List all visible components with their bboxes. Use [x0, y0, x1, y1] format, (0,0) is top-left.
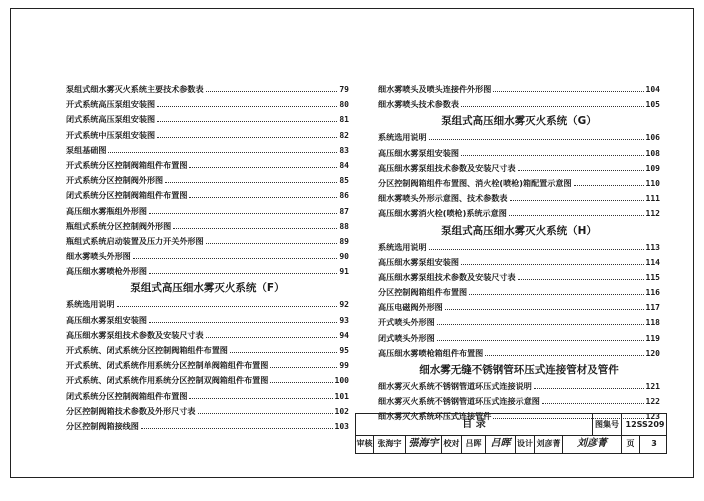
dot-leader — [173, 219, 337, 229]
reviewer-label: 审核 — [356, 435, 374, 453]
checker-name: 吕晖 — [462, 435, 486, 453]
toc-entry-title: 细水雾灭火系统不锈钢管道环压式连接说明 — [378, 381, 532, 391]
toc-entry-title: 高压细水雾消火栓(喷枪)系统示意图 — [378, 208, 507, 219]
toc-entry-title: 闭式系统分区控制阀箱组件布置图 — [66, 390, 188, 401]
dot-leader — [189, 188, 337, 198]
toc-entry-title: 分区控制阀箱组件布置图、消火栓(喷枪)箱配置示意图 — [378, 177, 572, 188]
toc-entry-title: 开式系统高压泵组安装图 — [66, 99, 156, 110]
dot-leader — [108, 143, 337, 153]
dot-leader — [141, 419, 333, 429]
toc-entry-page: 110 — [645, 178, 660, 188]
page-label: 页 — [622, 435, 640, 453]
toc-entry-title: 闭式系统高压泵组安装图 — [66, 114, 156, 125]
dot-leader — [542, 394, 644, 404]
toc-entry[interactable] — [66, 82, 349, 97]
toc-entry[interactable] — [378, 191, 660, 206]
dot-leader — [574, 176, 644, 186]
toc-entry-page: 95 — [339, 346, 349, 355]
dot-leader — [509, 206, 644, 216]
section-heading: 泵组式高压细水雾灭火系统（G） — [441, 115, 597, 128]
toc-entry[interactable] — [378, 240, 660, 255]
toc-entry-page: 112 — [645, 209, 660, 219]
toc-entry-page: 108 — [645, 148, 660, 158]
toc-entry-page: 93 — [339, 315, 349, 325]
toc-entry[interactable] — [66, 297, 349, 312]
designer-label: 设计 — [516, 435, 535, 453]
toc-entry-title: 高压细水雾泵组安装图 — [378, 147, 459, 158]
toc-entry-page: 120 — [645, 348, 660, 358]
toc-entry-title: 细水雾灭火系统环压式连接管件 — [378, 411, 492, 422]
toc-entry-title: 高压细水雾泵组技术参数及安装尺寸表 — [66, 329, 204, 340]
toc-entry-page: 83 — [339, 145, 349, 155]
section-heading: 泵组式高压细水雾灭火系统（H） — [441, 224, 597, 237]
designer-signature: 刘彦菁 — [563, 435, 622, 453]
toc-entry[interactable] — [378, 82, 660, 97]
toc-entry-page: 91 — [339, 267, 349, 277]
toc-entry[interactable] — [66, 373, 349, 388]
toc-entry-title: 分区控制阀箱技术参数及外形尺寸表 — [66, 405, 196, 416]
toc-entry-page: 92 — [339, 300, 349, 310]
dot-leader — [206, 82, 338, 92]
toc-entry-page: 100 — [334, 376, 349, 386]
reviewer-name: 张海宇 — [374, 435, 406, 453]
toc-entry-title: 瓶组式系统启动装置及压力开关外形图 — [66, 235, 204, 246]
toc-entry-page: 85 — [339, 176, 349, 186]
dot-leader — [157, 128, 337, 138]
toc-entry-page: 117 — [645, 303, 660, 313]
toc-entry-title: 细水雾喷头外形图 — [66, 251, 131, 262]
toc-entry[interactable] — [66, 404, 349, 419]
section-heading: 泵组式高压细水雾灭火系统（F） — [130, 282, 285, 295]
toc-entry-title: 系统选用说明 — [378, 241, 427, 252]
toc-entry[interactable] — [378, 176, 660, 191]
toc-entry-title: 高压电磁阀外形图 — [378, 302, 443, 313]
toc-entry-title: 闭式喷头外形图 — [378, 332, 435, 343]
toc-entry-title: 分区控制阀箱组件布置图 — [378, 287, 468, 298]
dot-leader — [437, 331, 644, 341]
toc-entry-title: 泵组式细水雾灭火系统主要技术参数表 — [66, 84, 204, 94]
toc-entry[interactable] — [378, 315, 660, 330]
atlas-number: 12SS209 — [625, 420, 665, 429]
toc-entry[interactable] — [66, 234, 349, 249]
dot-leader — [149, 264, 337, 274]
toc-entry-title: 细水雾灭火系统不锈钢管道环压式连接示意图 — [378, 396, 540, 407]
toc-entry[interactable] — [66, 188, 349, 203]
toc-entry-page: 82 — [339, 130, 349, 140]
toc-entry[interactable] — [66, 249, 349, 264]
toc-entry[interactable] — [66, 143, 349, 158]
toc-entry[interactable] — [378, 146, 660, 161]
toc-entry[interactable] — [378, 285, 660, 300]
dot-leader — [270, 373, 332, 383]
toc-entry-title: 开式系统中压泵组安装图 — [66, 129, 156, 140]
toc-entry-page: 119 — [645, 333, 660, 343]
toc-entry[interactable] — [66, 389, 349, 404]
toc-entry-page: 94 — [339, 330, 349, 340]
toc-entry-title: 开式系统分区控制阀箱组件布置图 — [66, 159, 188, 170]
toc-entry[interactable] — [378, 130, 660, 145]
reviewer-signature: 張海宇 — [406, 435, 442, 453]
toc-entry-page: 122 — [645, 397, 660, 407]
dot-leader — [461, 146, 644, 156]
toc-entry[interactable] — [378, 346, 660, 361]
dot-leader — [510, 191, 644, 201]
dot-leader — [461, 255, 644, 265]
dot-leader — [534, 379, 644, 389]
toc-entry[interactable] — [66, 173, 349, 188]
dot-leader — [149, 204, 337, 214]
toc-entry-title: 细水雾喷头外形示意图、技术参数表 — [378, 193, 508, 204]
toc-entry[interactable] — [66, 219, 349, 234]
dot-leader — [230, 343, 337, 353]
toc-entry[interactable] — [66, 343, 349, 358]
toc-entry-page: 116 — [645, 288, 660, 298]
toc-entry-title: 开式系统分区控制阀外形图 — [66, 175, 164, 186]
toc-entry-title: 系统选用说明 — [66, 299, 115, 310]
toc-entry-page: 102 — [334, 406, 349, 416]
toc-entry-page: 90 — [339, 252, 349, 262]
dot-leader — [189, 158, 337, 168]
title-block — [355, 413, 667, 454]
dot-leader — [206, 234, 338, 244]
dot-leader — [157, 97, 337, 107]
title-block-top-row — [356, 414, 666, 436]
checker-label: 校对 — [442, 435, 462, 453]
toc-entry-title: 开式喷头外形图 — [378, 317, 435, 328]
toc-entry-title: 高压细水雾泵组安装图 — [66, 314, 147, 325]
dot-leader — [117, 297, 338, 307]
toc-entry-page: 81 — [339, 115, 349, 125]
toc-entry-title: 泵组基础图 — [66, 144, 107, 155]
title-block-signature-row — [356, 435, 666, 453]
toc-entry[interactable] — [66, 358, 349, 373]
toc-entry-page: 114 — [645, 257, 660, 267]
toc-entry-title: 开式系统、闭式系统作用系统分区控制双阀箱组件布置图 — [66, 375, 269, 386]
toc-entry[interactable] — [66, 158, 349, 173]
dot-leader — [270, 358, 337, 368]
toc-entry[interactable] — [66, 264, 349, 279]
toc-entry-title: 细水雾喷头及喷头连接件外形图 — [378, 84, 492, 94]
toc-entry[interactable] — [378, 255, 660, 270]
designer-name: 刘彦菁 — [535, 435, 563, 453]
toc-entry[interactable] — [66, 313, 349, 328]
toc-entry[interactable] — [378, 206, 660, 221]
toc-entry[interactable] — [378, 394, 660, 409]
dot-leader — [198, 404, 333, 414]
toc-entry-page: 89 — [339, 236, 349, 246]
toc-entry[interactable] — [378, 161, 660, 176]
dot-leader — [206, 328, 338, 338]
toc-entry-page: 80 — [339, 100, 349, 110]
toc-entry[interactable] — [378, 97, 660, 112]
toc-entry-title: 瓶组式系统分区控制阀外形图 — [66, 220, 172, 231]
dot-leader — [157, 112, 337, 122]
toc-entry[interactable] — [66, 204, 349, 219]
toc-entry[interactable] — [378, 379, 660, 394]
toc-entry[interactable] — [378, 270, 660, 285]
toc-entry-page: 109 — [645, 163, 660, 173]
checker-signature: 吕晖 — [486, 435, 516, 453]
dot-leader — [429, 240, 644, 250]
toc-entry-page: 86 — [339, 191, 349, 201]
toc-entry-title: 高压细水雾喷枪外形图 — [66, 266, 147, 277]
toc-entry-title: 闭式系统分区控制阀箱组件布置图 — [66, 190, 188, 201]
toc-entry-page: 101 — [334, 391, 349, 401]
dot-leader — [461, 97, 644, 107]
toc-entry-page: 104 — [645, 85, 660, 94]
toc-entry-title: 高压细水雾泵组技术参数及安装尺寸表 — [378, 271, 516, 282]
toc-entry[interactable] — [66, 112, 349, 127]
dot-leader — [149, 313, 337, 323]
toc-entry-page: 79 — [339, 85, 349, 94]
dot-leader — [437, 315, 644, 325]
toc-entry-title: 分区控制阀箱接线图 — [66, 420, 139, 431]
dot-leader — [429, 130, 644, 140]
toc-right-column — [378, 82, 660, 425]
sheet-title: 目 录 — [356, 414, 593, 435]
toc-entry-page: 99 — [339, 361, 349, 371]
toc-entry-page: 103 — [334, 421, 349, 431]
toc-entry-title: 高压细水雾泵组技术参数及安装尺寸表 — [378, 162, 516, 173]
toc-entry-page: 123 — [645, 412, 660, 422]
toc-entry-page: 84 — [339, 160, 349, 170]
dot-leader — [469, 285, 644, 295]
toc-entry-page: 115 — [645, 272, 660, 282]
toc-entry-title: 系统选用说明 — [378, 132, 427, 143]
dot-leader — [445, 300, 644, 310]
toc-entry-page: 105 — [645, 100, 660, 110]
toc-entry-title: 高压细水雾瓶组外形图 — [66, 205, 147, 216]
atlas-number-label: 图集号 — [593, 414, 622, 435]
toc-entry-page: 87 — [339, 206, 349, 216]
toc-entry-page: 106 — [645, 133, 660, 143]
dot-leader — [485, 346, 643, 356]
toc-entry-page: 121 — [645, 382, 660, 391]
toc-entry[interactable] — [66, 419, 349, 434]
toc-entry-page: 118 — [645, 318, 660, 328]
toc-left-column — [66, 82, 349, 434]
dot-leader — [493, 82, 643, 92]
drawing-frame — [10, 8, 694, 478]
dot-leader — [518, 161, 644, 171]
toc-entry-page: 111 — [645, 194, 660, 204]
toc-entry[interactable] — [378, 331, 660, 346]
toc-entry[interactable] — [66, 128, 349, 143]
toc-entry[interactable] — [66, 97, 349, 112]
toc-entry[interactable] — [378, 300, 660, 315]
dot-leader — [189, 389, 332, 399]
toc-entry[interactable] — [66, 328, 349, 343]
toc-entry-title: 高压细水雾喷枪箱组件布置图 — [378, 347, 484, 358]
dot-leader — [133, 249, 338, 259]
toc-entry-page: 88 — [339, 221, 349, 231]
toc-entry-title: 开式系统、闭式系统作用系统分区控制单阀箱组件布置图 — [66, 360, 269, 371]
page-number: 3 — [651, 439, 657, 448]
dot-leader — [518, 270, 644, 280]
toc-entry-title: 高压细水雾泵组安装图 — [378, 256, 459, 267]
toc-entry-title: 细水雾喷头技术参数表 — [378, 99, 459, 110]
toc-entry-title: 开式系统、闭式系统分区控制阀箱组件布置图 — [66, 345, 228, 355]
dot-leader — [165, 173, 337, 183]
section-heading: 细水雾无缝不锈钢管环压式连接管材及管件 — [419, 364, 619, 376]
toc-entry-page: 113 — [645, 242, 660, 252]
